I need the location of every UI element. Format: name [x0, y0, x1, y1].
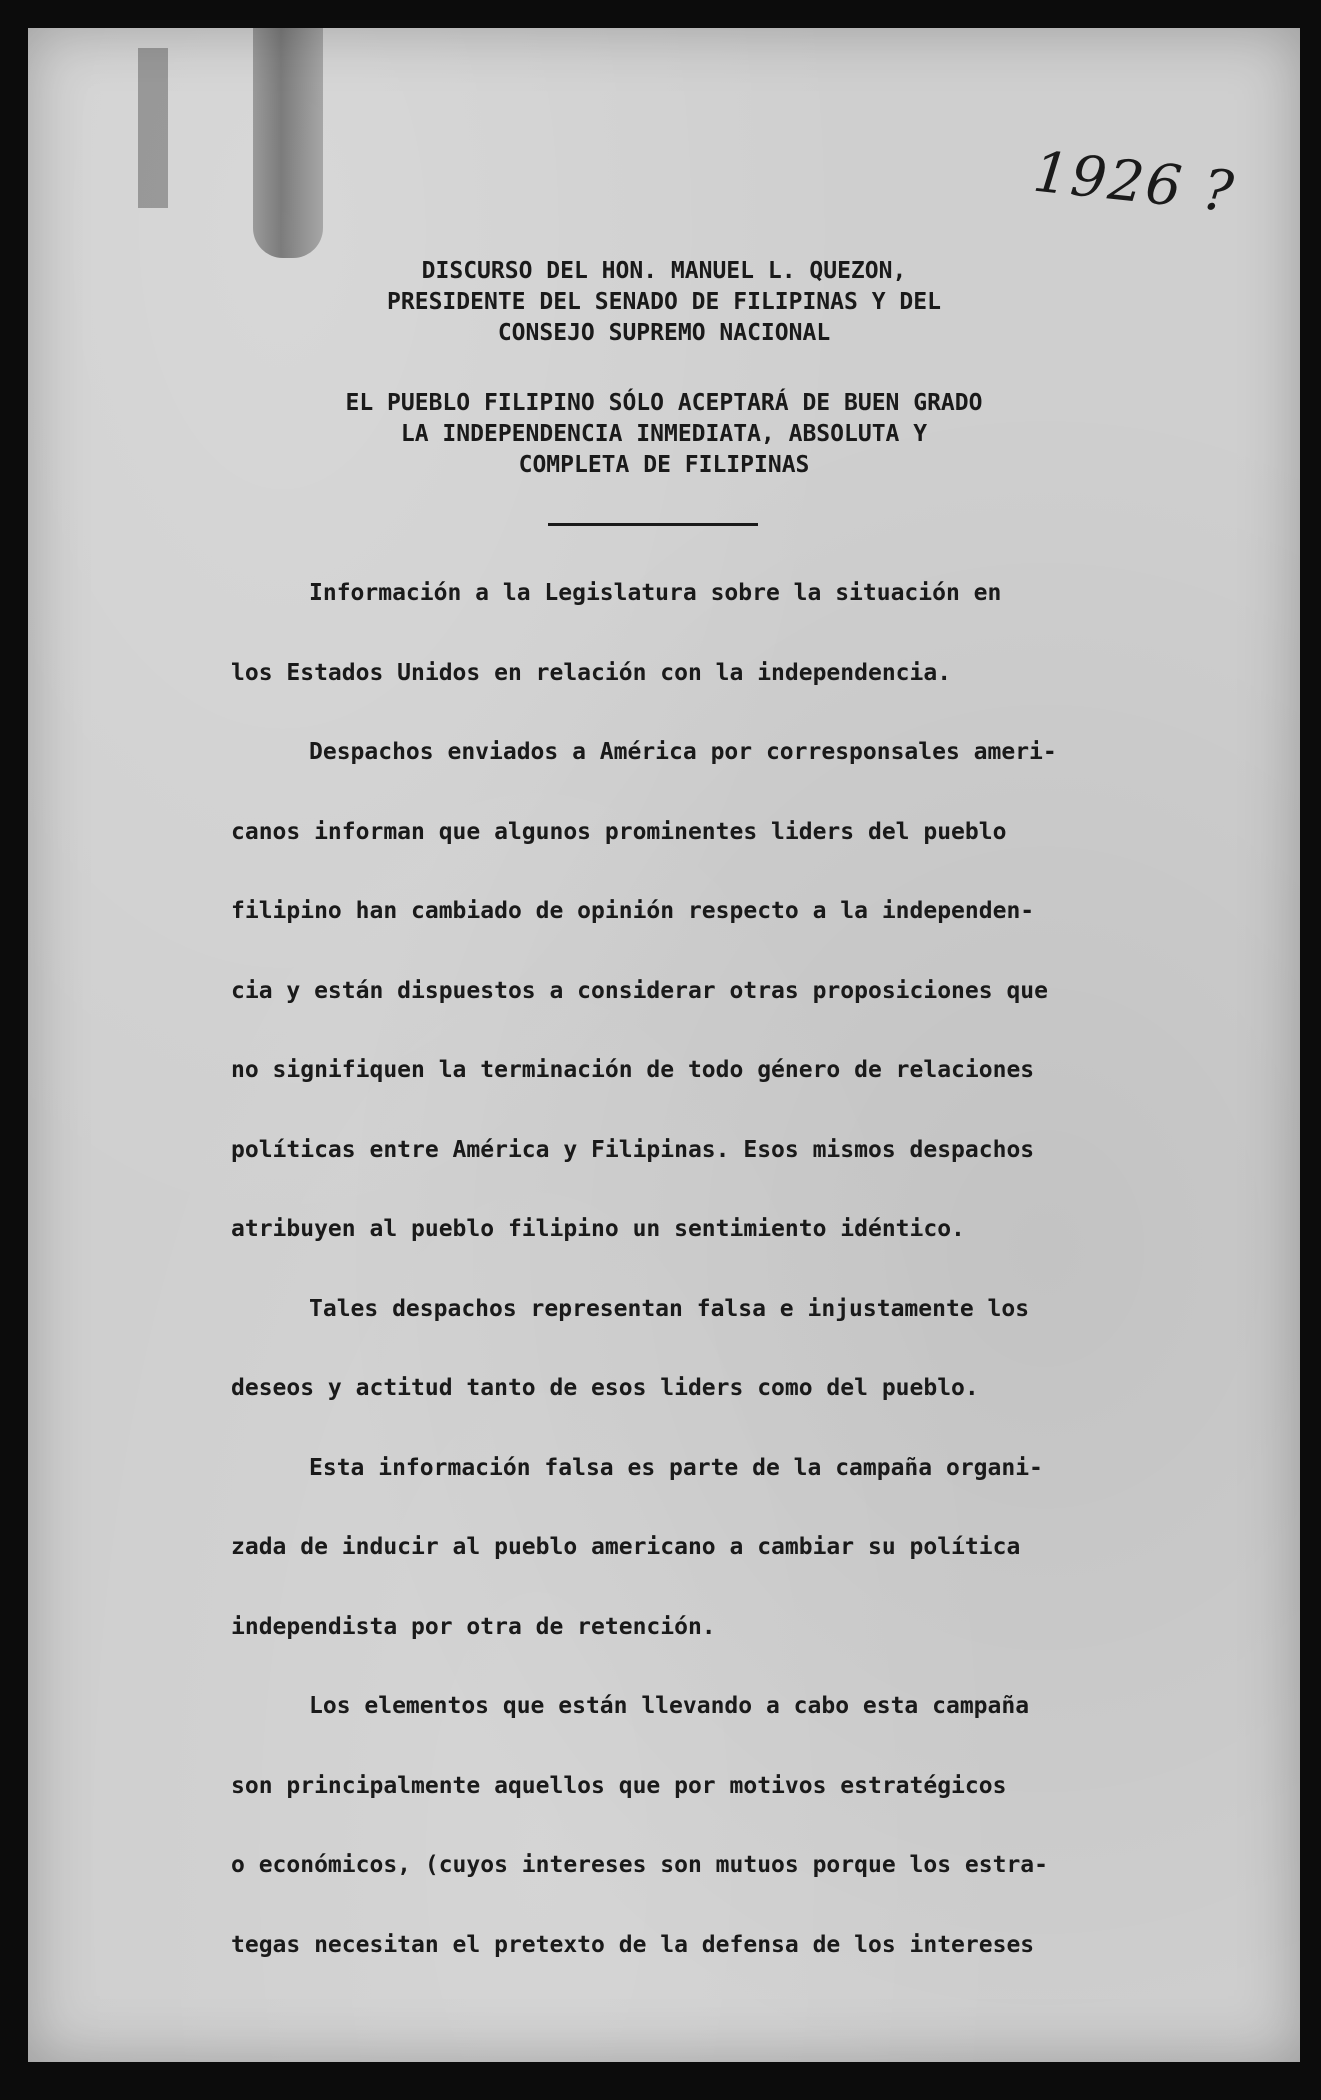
document-page	[28, 28, 1300, 2062]
heading-line: DISCURSO DEL HON. MANUEL L. QUEZON,	[421, 258, 907, 284]
document-heading	[28, 256, 1300, 349]
subheading-line: COMPLETA DE FILIPINAS	[518, 452, 810, 478]
text-line: filipino han cambiado de opinión respecto a la independen-	[231, 898, 1035, 924]
divider-rule	[548, 523, 758, 526]
body-text	[231, 573, 1231, 2004]
stain-streak	[138, 48, 168, 208]
tape-stain	[253, 28, 323, 258]
heading-line: PRESIDENTE DEL SENADO DE FILIPINAS Y DEL	[387, 289, 941, 315]
text-line: atribuyen al pueblo filipino un sentimiento idéntico.	[231, 1216, 965, 1242]
heading-line: CONSEJO SUPREMO NACIONAL	[497, 320, 831, 346]
text-line: no signifiquen la terminación de todo género de relaciones	[231, 1057, 1035, 1083]
document-subheading	[28, 388, 1300, 481]
subheading-line: LA INDEPENDENCIA INMEDIATA, ABSOLUTA Y	[400, 421, 928, 447]
text-line: independista por otra de retención.	[231, 1613, 716, 1640]
text-line: canos informan que algunos prominentes liders del pueblo	[231, 818, 1007, 845]
text-line: zada de inducir al pueblo americano a cambiar su política	[231, 1534, 1021, 1560]
text-line: tegas necesitan el pretexto de la defensa de los intereses	[231, 1931, 1035, 1958]
text-line: Tales despachos representan falsa e injustamente los	[309, 1295, 1030, 1322]
text-line: cia y están dispuestos a considerar otras proposiciones que	[231, 977, 1048, 1004]
text-line: Información a la Legislatura sobre la situación en	[309, 580, 1002, 606]
handwritten-annotation: 1926 ?	[1030, 139, 1239, 226]
text-line: Los elementos que están llevando a cabo esta campaña	[309, 1693, 1030, 1719]
text-line: o económicos, (cuyos intereses son mutuos porque los estra-	[231, 1852, 1048, 1878]
subheading-line: EL PUEBLO FILIPINO SÓLO ACEPTARÁ DE BUEN GRADO	[345, 390, 983, 416]
text-line: los Estados Unidos en relación con la independencia.	[231, 659, 952, 686]
text-line: Despachos enviados a América por corresponsales ameri-	[309, 739, 1057, 765]
text-line: son principalmente aquellos que por motivos estratégicos	[231, 1772, 1007, 1799]
text-line: deseos y actitud tanto de esos liders como del pueblo.	[231, 1375, 979, 1401]
text-line: Esta información falsa es parte de la campaña organi-	[309, 1454, 1043, 1481]
text-line: políticas entre América y Filipinas. Esos mismos despachos	[231, 1136, 1035, 1163]
